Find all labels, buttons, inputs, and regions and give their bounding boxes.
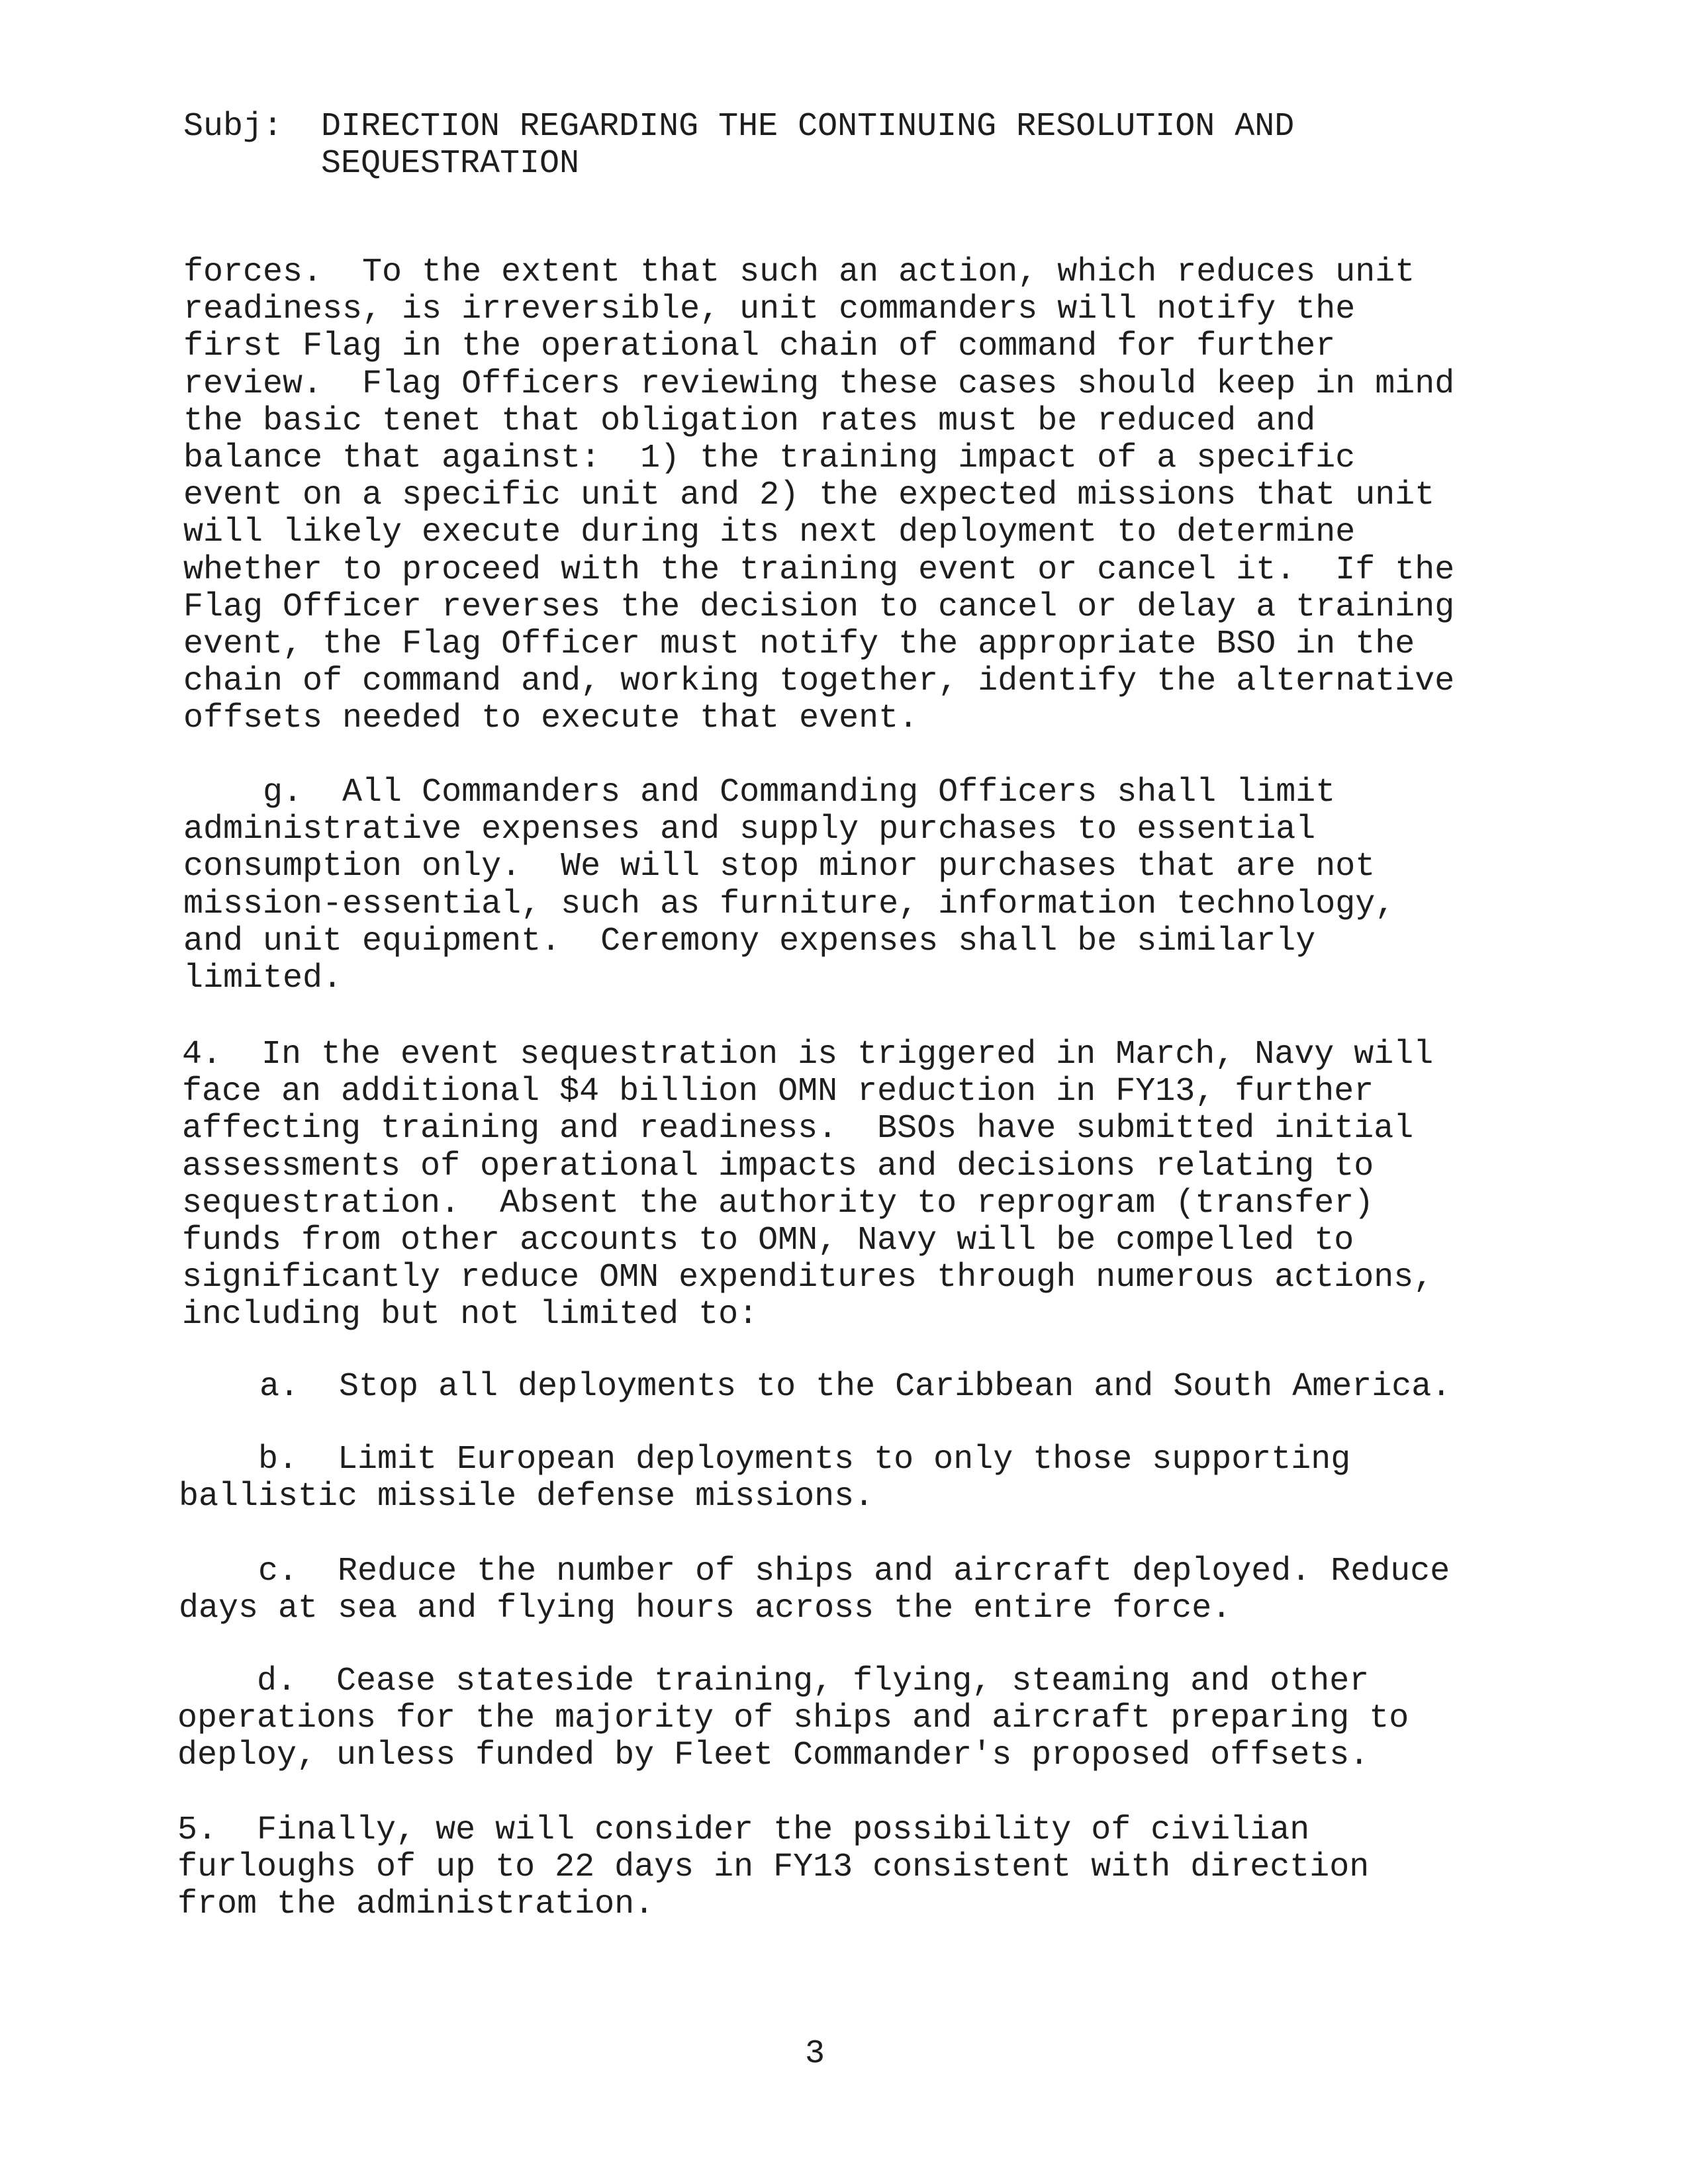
text-line: whether to proceed with the training event or cancel it. If the (183, 551, 1455, 589)
text-line: DIRECTION REGARDING THE CONTINUING RESOLUTION AND (321, 108, 1295, 146)
text-line: and unit equipment. Ceremony expenses shall be similarly (183, 922, 1316, 960)
text-line: a. Stop all deployments to the Caribbean and South America. (180, 1368, 1452, 1406)
paragraph-5 (177, 1812, 1369, 1924)
text-line: Flag Officer reverses the decision to cancel or delay a training (183, 588, 1455, 626)
text-line: b. Limit European deployments to only those supporting (179, 1441, 1351, 1479)
text-line: significantly reduce OMN expenditures through numerous actions, (182, 1259, 1434, 1297)
text-line: offsets needed to execute that event. (183, 700, 919, 738)
paragraph-3g (183, 774, 1395, 997)
paragraph-4c (179, 1553, 1450, 1627)
text-line: including but not limited to: (182, 1296, 759, 1334)
text-line: readiness, is irreversible, unit commanders will notify the (183, 291, 1356, 329)
subject-label: Subj: (183, 108, 283, 146)
text-line: SEQUESTRATION (321, 145, 580, 183)
text-line: sequestration. Absent the authority to reprogram (transfer) (182, 1184, 1374, 1222)
text-line: c. Reduce the number of ships and aircraft deployed. Reduce (179, 1553, 1450, 1590)
text-line: funds from other accounts to OMN, Navy will be compelled to (182, 1222, 1354, 1260)
paragraph-4a (180, 1369, 1451, 1406)
text-line: operations for the majority of ships and aircraft preparing to (177, 1700, 1409, 1738)
text-line: mission-essential, such as furniture, information technology, (183, 885, 1395, 923)
text-line: consumption only. We will stop minor purchases that are not (183, 848, 1376, 886)
paragraph-4 (182, 1036, 1433, 1334)
paragraph-4b (179, 1441, 1350, 1516)
text-line: will likely execute during its next deployment to determine (183, 514, 1356, 552)
text-line: 4. In the event sequestration is triggered in March, Navy will (182, 1036, 1434, 1073)
text-line: first Flag in the operational chain of command for further (183, 328, 1336, 366)
text-line: d. Cease stateside training, flying, steaming and other (177, 1662, 1370, 1700)
text-line: assessments of operational impacts and decisions relating to (182, 1147, 1374, 1185)
text-line: from the administration. (177, 1886, 655, 1924)
text-line: event on a specific unit and 2) the expected missions that unit (183, 477, 1435, 515)
text-line: balance that against: 1) the training impact of a specific (183, 439, 1356, 478)
text-line: chain of command and, working together, identify the alternative (183, 662, 1455, 701)
text-line: g. All Commanders and Commanding Officers shall limit (183, 774, 1336, 811)
text-line: administrative expenses and supply purchases to essential (183, 811, 1316, 849)
text-line: face an additional $4 billion OMN reduction in FY13, further (182, 1073, 1374, 1111)
text-line: ballistic missile defense missions. (179, 1478, 874, 1516)
text-line: affecting training and readiness. BSOs have submitted initial (182, 1110, 1414, 1148)
subject-line (321, 109, 1294, 183)
paragraph-continued (183, 254, 1454, 738)
text-line: event, the Flag Officer must notify the appropriate BSO in the (183, 625, 1415, 664)
text-line: deploy, unless funded by Fleet Commander's proposed offsets. (177, 1737, 1370, 1775)
text-line: furloughs of up to 22 days in FY13 consistent with direction (177, 1848, 1370, 1887)
text-line: limited. (183, 960, 343, 998)
paragraph-4d (177, 1663, 1409, 1775)
text-line: the basic tenet that obligation rates must be reduced and (183, 402, 1316, 440)
text-line: days at sea and flying hours across the entire force. (179, 1590, 1232, 1628)
text-line: review. Flag Officers reviewing these cases should keep in mind (183, 365, 1455, 403)
text-line: forces. To the extent that such an action, which reduces unit (183, 253, 1415, 291)
text-line: 5. Finally, we will consider the possibility of civilian (177, 1811, 1310, 1849)
page-number: 3 (804, 2035, 825, 2073)
